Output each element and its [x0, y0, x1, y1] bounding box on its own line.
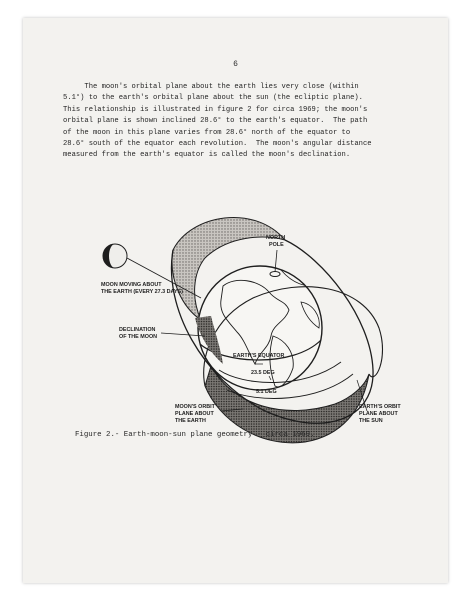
paragraph-line: orbital plane is shown inclined 28.6° to the earth's equator. The path [63, 117, 368, 126]
label-earth-orbit-3: THE SUN [359, 418, 383, 424]
label-angle-5-1: 5.1 DEG [256, 389, 277, 395]
label-declination-1: DECLINATION [119, 327, 156, 333]
label-earth-orbit-1: EARTH'S ORBIT [359, 404, 401, 410]
label-earths-equator: EARTH'S EQUATOR [233, 353, 285, 359]
earth-moon-sun-diagram [23, 18, 448, 583]
page-number: 6 [233, 60, 238, 69]
label-earth-orbit-2: PLANE ABOUT [359, 411, 398, 417]
paragraph-line: This relationship is illustrated in figure 2 for circa 1969; the moon's [63, 105, 368, 114]
label-north-pole-2: POLE [269, 242, 284, 248]
paragraph-line: measured from the earth's equator is called the moon's declination. [63, 151, 351, 160]
label-moon-moving-1: MOON MOVING ABOUT [101, 282, 162, 288]
label-angle-23-5: 23.5 DEG [251, 370, 275, 376]
label-moon-orbit-1: MOON'S ORBIT [175, 404, 215, 410]
label-north-pole-1: NORTH [266, 235, 286, 241]
paragraph-line: 5.1°) to the earth's orbital plane about the sun (the ecliptic plane). [63, 94, 363, 103]
label-declination-2: OF THE MOON [119, 334, 158, 340]
label-moon-orbit-3: THE EARTH [175, 418, 206, 424]
paragraph-line: of the moon in this plane varies from 28.6° north of the equator to [63, 128, 351, 137]
figure-caption: Figure 2.- Earth-moon-sun plane geometry - circa 1969. [75, 431, 315, 439]
paragraph-line: The moon's orbital plane about the earth lies very close (within [63, 83, 359, 91]
paragraph-line: 28.6° south of the equator each revolution. The moon's angular distance [63, 140, 372, 149]
label-moon-orbit-2: PLANE ABOUT [175, 411, 214, 417]
label-moon-moving-2: THE EARTH (EVERY 27.3 DAYS) [101, 289, 183, 295]
document-page [23, 18, 448, 583]
